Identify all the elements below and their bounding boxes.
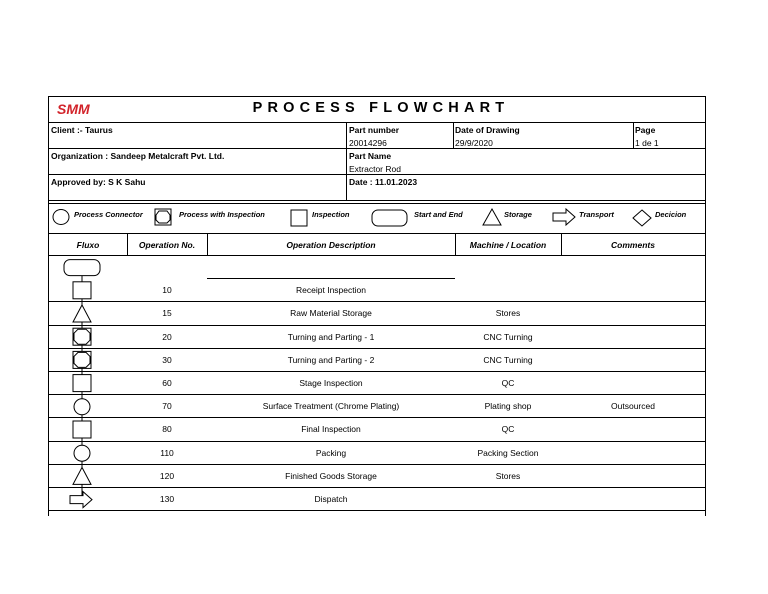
column-header-comments: Comments [611,240,655,250]
machine-location: QC [501,424,515,435]
approved-by-label: Approved by: S K Sahu [51,177,146,187]
operation-number: 110 [160,447,174,458]
page-title: PROCESS FLOWCHART [252,100,510,116]
inspection-symbol-icon [73,421,91,438]
process-connector-symbol-icon [74,399,90,415]
date-of-drawing-label: Date of Drawing [455,125,520,135]
client-label: Client :- Taurus [51,125,113,135]
machine-location: Packing Section [477,447,539,458]
machine-location: CNC Turning [483,331,533,342]
operation-number: 30 [162,354,172,365]
operation-description: Raw Material Storage [290,308,372,319]
start-end-symbol-icon [64,260,100,276]
operation-number: 80 [162,424,172,435]
storage-symbol-icon [73,305,91,322]
operation-number: 130 [159,494,175,504]
legend-process-connector: Process Connector [74,210,143,219]
machine-location: QC [501,378,515,388]
process-flowchart-sheet [48,96,706,516]
process-with-inspection-symbol-icon [73,328,91,345]
process-connector-symbol-icon [74,445,90,461]
transport-symbol-icon [70,492,92,508]
legend-transport: Transport [579,210,614,219]
operation-description: Finished Goods Storage [285,470,377,481]
operation-description: Dispatch [314,494,348,504]
column-header-operation-no: Operation No. [138,240,196,250]
legend-process-with-inspection: Process with Inspection [179,210,265,219]
part-name-label: Part Name [349,151,392,161]
comments: Outsourced [611,401,655,412]
machine-location: Plating shop [484,401,532,412]
legend-inspection: Inspection [312,210,350,219]
operation-number: 10 [162,285,172,296]
machine-location: CNC Turning [483,354,533,365]
operation-description: Receipt Inspection [296,285,366,296]
legend-start-and-end: Start and End [414,210,463,219]
column-header-machine-location: Machine / Location [469,240,547,250]
operation-number: 60 [162,378,172,388]
part-name-value: Extractor Rod [349,164,401,174]
inspection-symbol-icon [73,282,91,299]
date-label: Date : 11.01.2023 [349,177,418,187]
operation-number: 120 [159,470,175,481]
flow-symbols [49,97,705,516]
operation-description: Final Inspection [301,424,361,435]
legend-decision: Decicion [655,210,687,219]
logo-text: SMM [57,101,90,117]
machine-location: Stores [495,308,521,319]
operation-description: Stage Inspection [299,378,363,388]
operation-number: 20 [162,331,172,342]
process-with-inspection-symbol-icon [73,351,91,368]
part-number-value: 20014296 [349,138,387,148]
column-header-operation-description: Operation Description [286,240,376,250]
operation-number: 15 [162,308,172,319]
operation-description: Surface Treatment (Chrome Plating) [262,401,400,412]
column-header-fluxo: Fluxo [76,240,100,250]
page-value: 1 de 1 [635,138,659,148]
page-label: Page [635,125,656,135]
operation-description: Packing [315,447,347,458]
legend-storage: Storage [504,210,532,219]
operation-description: Turning and Parting - 2 [287,354,375,365]
operation-description: Turning and Parting - 1 [287,331,375,342]
part-number-label: Part number [349,125,400,135]
storage-symbol-icon [73,467,91,484]
machine-location: Stores [495,470,521,481]
date-of-drawing-value: 29/9/2020 [455,138,493,148]
operation-number: 70 [162,401,172,412]
inspection-symbol-icon [73,375,91,392]
organization-label: Organization : Sandeep Metalcraft Pvt. Ltd. [51,151,225,161]
